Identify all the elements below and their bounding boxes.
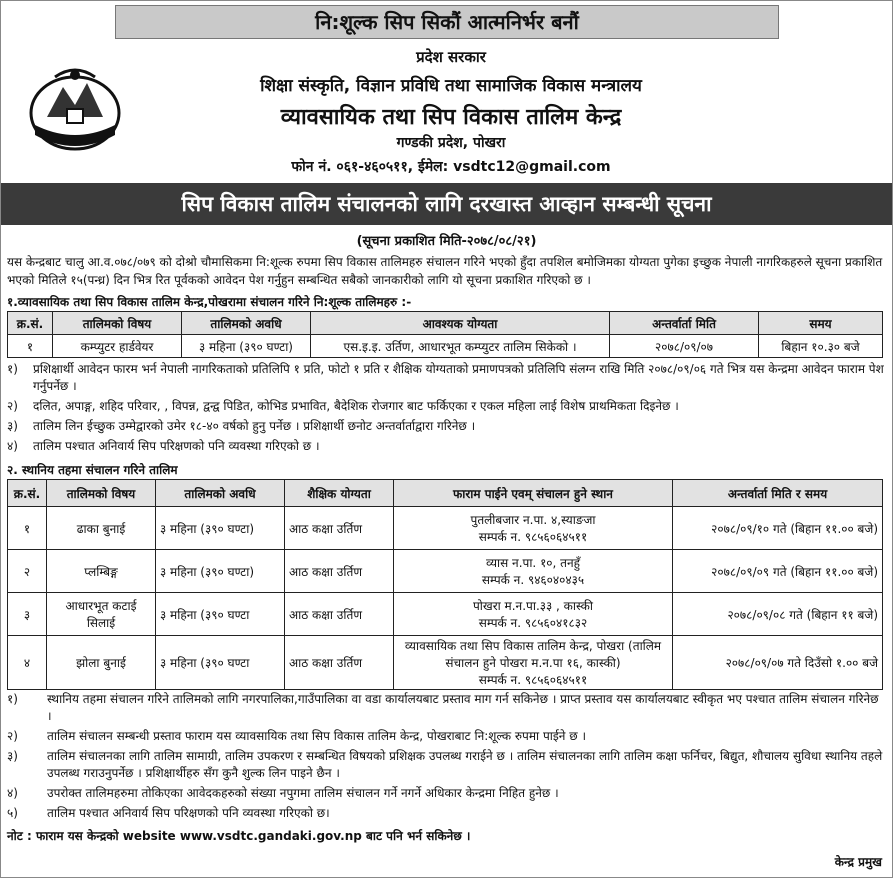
note-number: ३): [7, 419, 18, 433]
section1-table: [7, 311, 883, 358]
table-cell: ३ महिना (३९० घण्टा: [156, 593, 285, 636]
list-item: [7, 438, 885, 455]
place-text: पुतलीबजार न.पा. ४,स्याङजा: [470, 513, 596, 527]
table-cell: २०७८/०९/०८ गते (बिहान ११ बजे): [673, 593, 883, 636]
list-item: [7, 398, 885, 415]
note-number: १): [7, 362, 18, 376]
place-text: व्यावसायिक तथा सिप विकास तालिम केन्द्र, पोखरा (तालिम संचालन हुने पोखरा म.न.पा १६, कास्की): [404, 639, 662, 670]
nepal-emblem-icon: [25, 65, 125, 155]
list-item: [7, 748, 885, 782]
table-cell: १: [8, 335, 53, 358]
table-cell: ३ महिना (३९० घण्टा): [156, 550, 285, 593]
table-cell: आधारभूत कटाई सिलाई: [47, 593, 156, 636]
col-header: तालिमको अवधि: [156, 480, 285, 507]
table-cell: २०७८/०९/०९ गते (बिहान ११.०० बजे): [673, 550, 883, 593]
table-cell: ३ महिना (३९० घण्टा): [182, 335, 311, 358]
table-cell: ३ महिना (३९० घण्टा: [156, 636, 285, 690]
list-item: [7, 361, 885, 395]
publish-date: (सूचना प्रकाशित मिति-२०७८/०८/२१): [356, 234, 537, 249]
section1-heading: १.व्यावसायिक तथा सिप विकास तालिम केन्द्र,पोखरामा संचालन गरिने नि:शूल्क तालिमहरु :-: [7, 295, 412, 309]
section2-notes: [7, 691, 885, 825]
place-text: व्यास न.पा. १०, तनहुँ: [485, 556, 581, 570]
list-item: [7, 691, 885, 725]
table-cell: झोला बुनाई: [47, 636, 156, 690]
table-header-row: [8, 312, 883, 335]
table-cell: २०७८/०९/०७: [610, 335, 759, 358]
table-row: [8, 507, 883, 550]
note-number: २): [7, 399, 18, 413]
table-row: [8, 550, 883, 593]
table-cell: ३: [8, 593, 47, 636]
table-row: [8, 335, 883, 358]
intro-paragraph: यस केन्द्रबाट चालु आ.व.०७८/०७९ को दोश्रो चौमासिकमा नि:शूल्क रुपमा सिप विकास तालिमहरु संचालन गरिने भएको हुँदा तपशिल बमोजिमका योग्यता पुगेका इच्छुक नेपाली नागरिकहरुले सूचना प्रकाशित भएको मितिले १५(पन्ध्र) दिन भित्र रित पूर्वकको आवेदन पेश गर्नुहुन सम्बन्धित सबैको जानकारीको लागि यो सूचना प्रकाशित गरिएको छ ।: [7, 255, 883, 287]
col-header: तालिमको विषय: [53, 312, 182, 335]
list-item: [7, 728, 885, 745]
table-cell: २०७८/०९/१० गते (बिहान ११.०० बजे): [673, 507, 883, 550]
section1-notes: [7, 361, 885, 458]
table-cell: [394, 550, 673, 593]
table-cell: [394, 593, 673, 636]
table-row: [8, 593, 883, 636]
note-number: ४): [7, 439, 18, 453]
list-item: [7, 805, 885, 822]
note-text: तालिम पश्चात अनिवार्य सिप परिक्षणको पनि व्यवस्था गरिएको छ ।: [33, 439, 320, 453]
col-header: आवश्यक योग्यता: [311, 312, 610, 335]
table-cell: ढाका बुनाई: [47, 507, 156, 550]
note-number: १): [7, 692, 18, 706]
table-cell: आठ कक्षा उर्तिण: [285, 550, 394, 593]
col-header: तालिमको विषय: [47, 480, 156, 507]
table-cell: ३ महिना (३९० घण्टा): [156, 507, 285, 550]
note-text: स्थानिय तहमा संचालन गरिने तालिमको लागि नगरपालिका,गाउँपालिका वा वडा कार्यालयबाट प्रस्ताव माग गर्न सकिनेछ । प्राप्त प्रस्ताव यस कार्यालयबाट स्वीकृत भए पश्चात तालिम संचालन गरिनेछ ।: [47, 692, 879, 723]
list-item: [7, 785, 885, 802]
note-text: तालिम पश्चात अनिवार्य सिप परिक्षणको पनि व्यवस्था गरिएको छ।: [47, 806, 330, 820]
note-text: दलित, अपाङ्ग, शहिद परिवार, , विपन्न, द्वन्द्व पिडित, कोभिड प्रभावित, बैदेशिक रोजगार बाट फर्किएका र एकल महिला लाई विशेष प्राथमिकता दिइनेछ ।: [33, 399, 679, 413]
notice-title: सिप विकास तालिम संचालनको लागि दरखास्त आव्हान सम्बन्धी सूचना: [1, 183, 892, 225]
table-cell: आठ कक्षा उर्तिण: [285, 507, 394, 550]
table-cell: २०७८/०९/०७ गते दिउँसो १.०० बजे: [673, 636, 883, 690]
table-cell: आठ कक्षा उर्तिण: [285, 593, 394, 636]
col-header: अन्तर्वार्ता मिति: [610, 312, 759, 335]
note-text: उपरोक्त तालिमहरुमा तोकिएका आवेदकहरुको संख्या नपुगमा तालिम संचालन गर्ने नगर्ने अधिकार केन्द्रमा निहित हुनेछ ।: [47, 786, 559, 800]
table-cell: प्लम्बिङ्ग: [47, 550, 156, 593]
note-number: २): [7, 729, 18, 743]
col-header: तालिमको अवधि: [182, 312, 311, 335]
phone-text: सम्पर्क न. ९४६०४०४३५: [481, 573, 585, 587]
signature-label: केन्द्र प्रमुख: [834, 855, 882, 869]
phone-text: सम्पर्क न. ९८५६०४१८३२: [478, 616, 588, 630]
table-cell: [394, 507, 673, 550]
table-cell: एस.इ.इ. उर्तिण, आधारभूत कम्प्युटर तालिम सिकेको ।: [311, 335, 610, 358]
table-cell: बिहान १०.३० बजे: [759, 335, 883, 358]
government-name: प्रदेश सरकार: [416, 48, 486, 66]
note-text: तालिम संचालन सम्बन्धी प्रस्ताव फाराम यस व्यावसायिक तथा सिप विकास तालिम केन्द्र, पोखराबाट नि:शूल्क रुपमा पाईने छ ।: [47, 729, 587, 743]
table-cell: [394, 636, 673, 690]
note-number: ४): [7, 786, 18, 800]
centre-name: व्यावसायिक तथा सिप विकास तालिम केन्द्र: [280, 105, 622, 130]
table-cell: ४: [8, 636, 47, 690]
section2-table: [7, 479, 883, 690]
col-header: शैक्षिक योग्यता: [285, 480, 394, 507]
col-header: समय: [759, 312, 883, 335]
website-footnote: नोट : फाराम यस केन्द्रको website www.vsdtc.gandaki.gov.np बाट पनि भर्न सकिनेछ ।: [7, 829, 471, 843]
note-number: ३): [7, 749, 18, 763]
table-cell: कम्प्युटर हार्डवेयर: [53, 335, 182, 358]
phone-text: सम्पर्क न. ९८५६०६४५११: [478, 673, 588, 687]
slogan-banner: नि:शूल्क सिप सिकौं आत्मनिर्भर बनौं: [115, 5, 779, 39]
note-text: प्रशिक्षार्थी आवेदन फारम भर्न नेपाली नागरिकताको प्रतिलिपि १ प्रति, फोटो १ प्रति र शैक्षिक योग्यताको प्रमाणपत्रको प्रतिलिपि संलग्न राखि मिति २०७८/०९/०६ गते भित्र यस केन्द्रमा आवेदन फाराम पेश गर्नुपर्नेछ ।: [33, 362, 884, 393]
table-header-row: [8, 480, 883, 507]
list-item: [7, 418, 885, 435]
section2-heading: २. स्थानिय तहमा संचालन गरिने तालिम: [7, 463, 178, 477]
contact-info: फोन नं. ०६१-४६०५११, ईमेल: vsdtc12@gmail.com: [291, 159, 611, 175]
note-text: तालिम लिन ईच्छुक उम्मेद्वारको उमेर १८-४० वर्षको हुनु पर्नेछ । प्रशिक्षार्थी छनोट अन्तर्वार्ताद्वारा गरिनेछ ।: [33, 419, 476, 433]
phone-text: सम्पर्क न. ९८५६०६४५११: [478, 530, 588, 544]
col-header: अन्तर्वार्ता मिति र समय: [673, 480, 883, 507]
ministry-name: शिक्षा संस्कृति, विज्ञान प्रविधि तथा सामाजिक विकास मन्त्रालय: [260, 76, 642, 96]
table-cell: २: [8, 550, 47, 593]
place-text: पोखरा म.न.पा.३३ , कास्की: [472, 599, 593, 613]
note-number: ५): [7, 806, 18, 820]
col-header: क्र.सं.: [8, 480, 47, 507]
table-cell: १: [8, 507, 47, 550]
table-row: [8, 636, 883, 690]
region-name: गण्डकी प्रदेश, पोखरा: [396, 135, 506, 151]
col-header: फाराम पाईने एवम् संचालन हुने स्थान: [394, 480, 673, 507]
col-header: क्र.सं.: [8, 312, 53, 335]
note-text: तालिम संचालनका लागि तालिम सामाग्री, तालिम उपकरण र सम्बन्धित विषयको प्रशिक्षक उपलब्ध गराईने छ । तालिम संचालनका लागि तालिम कक्षा फर्निचर, बिद्युत, शौचालय सुविधा स्थानिय तहले उपलब्ध गराउनुपर्नेछ । प्रशिक्षार्थीहरु सँग कुनै शुल्क लिन पाइने छैन ।: [47, 749, 883, 780]
table-cell: आठ कक्षा उर्तिण: [285, 636, 394, 690]
